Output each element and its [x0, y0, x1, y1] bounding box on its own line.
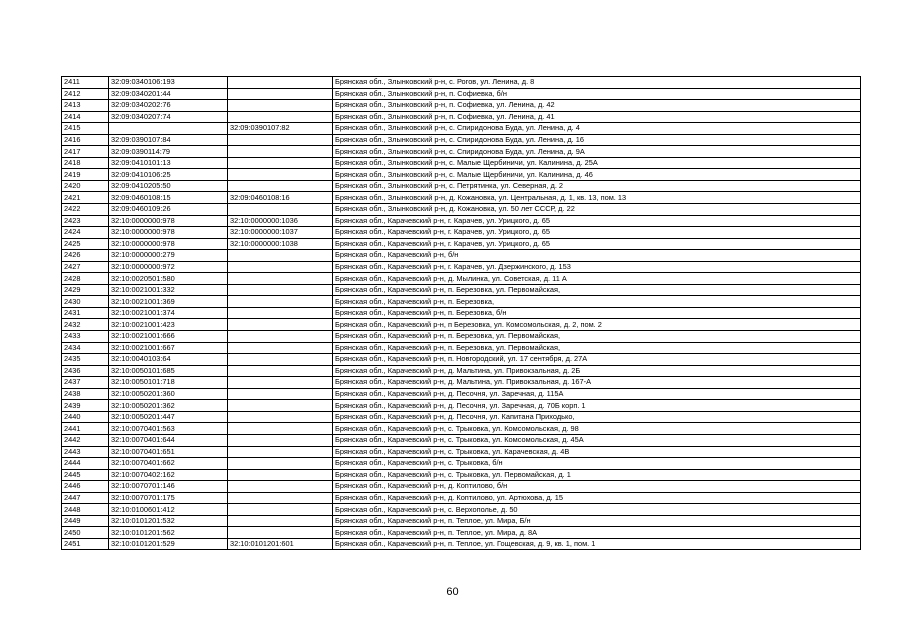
row-number-cell: 2449 — [62, 515, 109, 527]
table-row — [62, 215, 861, 227]
cadastral-number-cell: 32:10:0000000:972 — [109, 261, 228, 273]
cadastral-number-cell: 32:10:0070401:644 — [109, 434, 228, 446]
cadastral-number-cell: 32:10:0050101:685 — [109, 365, 228, 377]
address-cell: Брянская обл., Злынковский р-н, с. Малые Щербиничи, ул. Калинина, д. 46 — [333, 169, 861, 181]
cadastral-number-cell: 32:10:0021001:667 — [109, 342, 228, 354]
address-cell: Брянская обл., Злынковский р-н, п. Софиевка, ул. Ленина, д. 42 — [333, 100, 861, 112]
table-row — [62, 134, 861, 146]
row-number-cell: 2415 — [62, 123, 109, 135]
row-number-cell: 2419 — [62, 169, 109, 181]
secondary-cadastral-number-cell — [228, 515, 333, 527]
secondary-cadastral-number-cell — [228, 481, 333, 493]
row-number-cell: 2425 — [62, 238, 109, 250]
table-row — [62, 331, 861, 343]
cadastral-number-cell: 32:10:0050201:447 — [109, 411, 228, 423]
address-cell: Брянская обл., Карачевский р-н, п. Березовка, — [333, 296, 861, 308]
address-cell: Брянская обл., Карачевский р-н, г. Карачев, ул. Урицкого, д. 65 — [333, 227, 861, 239]
table-row — [62, 515, 861, 527]
cadastral-number-cell: 32:10:0050201:362 — [109, 400, 228, 412]
address-cell: Брянская обл., Карачевский р-н, д. Мылинка, ул. Советская, д. 11 А — [333, 273, 861, 285]
table-row — [62, 354, 861, 366]
secondary-cadastral-number-cell — [228, 250, 333, 262]
row-number-cell: 2436 — [62, 365, 109, 377]
address-cell: Брянская обл., Карачевский р-н, п. Березовка, ул. Первомайская, — [333, 331, 861, 343]
secondary-cadastral-number-cell — [228, 296, 333, 308]
table-row — [62, 434, 861, 446]
table-row — [62, 204, 861, 216]
table-row — [62, 307, 861, 319]
row-number-cell: 2440 — [62, 411, 109, 423]
address-cell: Брянская обл., Карачевский р-н, п. Теплое, ул. Мира, д. 8А — [333, 527, 861, 539]
row-number-cell: 2443 — [62, 446, 109, 458]
address-cell: Брянская обл., Злынковский р-н, д. Кожановка, ул. 50 лет СССР, д. 22 — [333, 204, 861, 216]
table-row — [62, 261, 861, 273]
row-number-cell: 2430 — [62, 296, 109, 308]
secondary-cadastral-number-cell — [228, 319, 333, 331]
cadastral-number-cell: 32:09:0390107:84 — [109, 134, 228, 146]
table-row — [62, 192, 861, 204]
secondary-cadastral-number-cell — [228, 307, 333, 319]
row-number-cell: 2417 — [62, 146, 109, 158]
secondary-cadastral-number-cell — [228, 365, 333, 377]
secondary-cadastral-number-cell: 32:10:0000000:1036 — [228, 215, 333, 227]
table-row — [62, 377, 861, 389]
cadastral-number-cell: 32:10:0070401:662 — [109, 458, 228, 470]
cadastral-number-cell: 32:10:0021001:332 — [109, 284, 228, 296]
secondary-cadastral-number-cell — [228, 354, 333, 366]
row-number-cell: 2429 — [62, 284, 109, 296]
cadastral-number-cell: 32:10:0021001:666 — [109, 331, 228, 343]
address-cell: Брянская обл., Карачевский р-н, д. Коптилово, ул. Артюхова, д. 15 — [333, 492, 861, 504]
table-row — [62, 411, 861, 423]
cadastral-number-cell: 32:10:0070401:563 — [109, 423, 228, 435]
table-row — [62, 250, 861, 262]
secondary-cadastral-number-cell — [228, 527, 333, 539]
address-cell: Брянская обл., Карачевский р-н, с. Трыковка, б/н — [333, 458, 861, 470]
cadastral-number-cell — [109, 123, 228, 135]
table-row — [62, 458, 861, 470]
cadastral-number-cell: 32:10:0000000:978 — [109, 215, 228, 227]
cadastral-number-cell: 32:10:0101201:532 — [109, 515, 228, 527]
address-cell: Брянская обл., Карачевский р-н, д. Песочня, ул. Заречная, д. 115А — [333, 388, 861, 400]
secondary-cadastral-number-cell — [228, 446, 333, 458]
secondary-cadastral-number-cell — [228, 434, 333, 446]
secondary-cadastral-number-cell — [228, 458, 333, 470]
row-number-cell: 2433 — [62, 331, 109, 343]
row-number-cell: 2432 — [62, 319, 109, 331]
address-cell: Брянская обл., Карачевский р-н, д. Мальтина, ул. Привокзальная, д. 2Б — [333, 365, 861, 377]
cadastral-number-cell: 32:10:0021001:374 — [109, 307, 228, 319]
cadastral-number-cell: 32:10:0020501:580 — [109, 273, 228, 285]
secondary-cadastral-number-cell — [228, 284, 333, 296]
row-number-cell: 2431 — [62, 307, 109, 319]
cadastral-number-cell: 32:09:0340201:44 — [109, 88, 228, 100]
secondary-cadastral-number-cell — [228, 204, 333, 216]
cadastral-number-cell: 32:10:0070402:162 — [109, 469, 228, 481]
row-number-cell: 2450 — [62, 527, 109, 539]
row-number-cell: 2413 — [62, 100, 109, 112]
table-row — [62, 111, 861, 123]
secondary-cadastral-number-cell — [228, 88, 333, 100]
cadastral-number-cell: 32:10:0021001:423 — [109, 319, 228, 331]
row-number-cell: 2412 — [62, 88, 109, 100]
cadastral-number-cell: 32:09:0460109:26 — [109, 204, 228, 216]
address-cell: Брянская обл., Карачевский р-н, с. Верхополье, д. 50 — [333, 504, 861, 516]
row-number-cell: 2441 — [62, 423, 109, 435]
row-number-cell: 2445 — [62, 469, 109, 481]
row-number-cell: 2442 — [62, 434, 109, 446]
table-row — [62, 157, 861, 169]
row-number-cell: 2447 — [62, 492, 109, 504]
secondary-cadastral-number-cell: 32:10:0000000:1037 — [228, 227, 333, 239]
row-number-cell: 2421 — [62, 192, 109, 204]
table-row — [62, 88, 861, 100]
secondary-cadastral-number-cell — [228, 331, 333, 343]
address-cell: Брянская обл., Карачевский р-н, г. Карачев, ул. Урицкого, д. 65 — [333, 238, 861, 250]
table-row — [62, 527, 861, 539]
cadastral-number-cell: 32:10:0070401:651 — [109, 446, 228, 458]
address-cell: Брянская обл., Карачевский р-н, д. Коптилово, б/н — [333, 481, 861, 493]
cadastral-number-cell: 32:09:0390114:79 — [109, 146, 228, 158]
secondary-cadastral-number-cell — [228, 388, 333, 400]
table-row — [62, 123, 861, 135]
address-cell: Брянская обл., Злынковский р-н, с. Петрятинка, ул. Северная, д. 2 — [333, 180, 861, 192]
table-row — [62, 504, 861, 516]
secondary-cadastral-number-cell — [228, 100, 333, 112]
table-row — [62, 400, 861, 412]
table-row — [62, 180, 861, 192]
row-number-cell: 2434 — [62, 342, 109, 354]
row-number-cell: 2426 — [62, 250, 109, 262]
cadastral-number-cell: 32:10:0101201:562 — [109, 527, 228, 539]
address-cell: Брянская обл., Карачевский р-н, г. Карачев, ул. Урицкого, д. 65 — [333, 215, 861, 227]
property-registry-table — [61, 76, 861, 550]
table-row — [62, 273, 861, 285]
cadastral-number-cell: 32:10:0101201:529 — [109, 538, 228, 550]
address-cell: Брянская обл., Злынковский р-н, п. Софиевка, ул. Ленина, д. 41 — [333, 111, 861, 123]
row-number-cell: 2423 — [62, 215, 109, 227]
secondary-cadastral-number-cell — [228, 261, 333, 273]
cadastral-number-cell: 32:10:0050101:718 — [109, 377, 228, 389]
secondary-cadastral-number-cell — [228, 342, 333, 354]
secondary-cadastral-number-cell: 32:10:0101201:601 — [228, 538, 333, 550]
cadastral-number-cell: 32:09:0340207:74 — [109, 111, 228, 123]
table-row — [62, 423, 861, 435]
address-cell: Брянская обл., Карачевский р-н, п. Теплое, ул. Гощевская, д. 9, кв. 1, пом. 1 — [333, 538, 861, 550]
row-number-cell: 2437 — [62, 377, 109, 389]
row-number-cell: 2439 — [62, 400, 109, 412]
page-number: 60 — [446, 586, 459, 598]
row-number-cell: 2427 — [62, 261, 109, 273]
secondary-cadastral-number-cell — [228, 111, 333, 123]
address-cell: Брянская обл., Злынковский р-н, с. Малые Щербиничи, ул. Калинина, д. 25А — [333, 157, 861, 169]
secondary-cadastral-number-cell — [228, 469, 333, 481]
address-cell: Брянская обл., Злынковский р-н, с. Спиридонова Буда, ул. Ленина, д. 4 — [333, 123, 861, 135]
address-cell: Брянская обл., Карачевский р-н, г. Карачев, ул. Дзержинского, д. 153 — [333, 261, 861, 273]
address-cell: Брянская обл., Карачевский р-н, с. Трыковка, ул. Карачевская, д. 4В — [333, 446, 861, 458]
secondary-cadastral-number-cell — [228, 377, 333, 389]
table-row — [62, 227, 861, 239]
address-cell: Брянская обл., Карачевский р-н, д. Мальтина, ул. Привокзальная, д. 167-А — [333, 377, 861, 389]
cadastral-number-cell: 32:09:0410106:25 — [109, 169, 228, 181]
address-cell: Брянская обл., Карачевский р-н, с. Трыковка, ул. Первомайская, д. 1 — [333, 469, 861, 481]
row-number-cell: 2435 — [62, 354, 109, 366]
table-row — [62, 100, 861, 112]
row-number-cell: 2444 — [62, 458, 109, 470]
address-cell: Брянская обл., Карачевский р-н, п. Березовка, ул. Первомайская, — [333, 284, 861, 296]
secondary-cadastral-number-cell — [228, 273, 333, 285]
table-row — [62, 365, 861, 377]
table-row — [62, 169, 861, 181]
address-cell: Брянская обл., Карачевский р-н, п. Березовка, ул. Первомайская, — [333, 342, 861, 354]
secondary-cadastral-number-cell: 32:09:0390107:82 — [228, 123, 333, 135]
address-cell: Брянская обл., Злынковский р-н, п. Софиевка, б/н — [333, 88, 861, 100]
cadastral-number-cell: 32:10:0040103:64 — [109, 354, 228, 366]
cadastral-number-cell: 32:10:0000000:978 — [109, 238, 228, 250]
cadastral-number-cell: 32:10:0100601:412 — [109, 504, 228, 516]
table-row — [62, 319, 861, 331]
address-cell: Брянская обл., Карачевский р-н, с. Трыковка, ул. Комсомольская, д. 45А — [333, 434, 861, 446]
secondary-cadastral-number-cell — [228, 423, 333, 435]
row-number-cell: 2438 — [62, 388, 109, 400]
row-number-cell: 2416 — [62, 134, 109, 146]
cadastral-number-cell: 32:09:0410205:50 — [109, 180, 228, 192]
address-cell: Брянская обл., Карачевский р-н, б/н — [333, 250, 861, 262]
secondary-cadastral-number-cell — [228, 157, 333, 169]
cadastral-number-cell: 32:09:0340202:76 — [109, 100, 228, 112]
secondary-cadastral-number-cell — [228, 504, 333, 516]
table-row — [62, 388, 861, 400]
cadastral-number-cell: 32:09:0410101:13 — [109, 157, 228, 169]
row-number-cell: 2446 — [62, 481, 109, 493]
table-row — [62, 146, 861, 158]
secondary-cadastral-number-cell: 32:10:0000000:1038 — [228, 238, 333, 250]
cadastral-number-cell: 32:10:0021001:369 — [109, 296, 228, 308]
address-cell: Брянская обл., Карачевский р-н, п. Новгородский, ул. 17 сентября, д. 27А — [333, 354, 861, 366]
address-cell: Брянская обл., Злынковский р-н, с. Спиридонова Буда, ул. Ленина, д. 9А — [333, 146, 861, 158]
address-cell: Брянская обл., Злынковский р-н, с. Спиридонова Буда, ул. Ленина, д. 16 — [333, 134, 861, 146]
table-row — [62, 469, 861, 481]
address-cell: Брянская обл., Карачевский р-н, п Березовка, ул. Комсомольская, д. 2, пом. 2 — [333, 319, 861, 331]
table-row — [62, 296, 861, 308]
secondary-cadastral-number-cell — [228, 180, 333, 192]
address-cell: Брянская обл., Карачевский р-н, д. Песочня, ул. Заречная, д. 70Б корп. 1 — [333, 400, 861, 412]
secondary-cadastral-number-cell — [228, 169, 333, 181]
row-number-cell: 2414 — [62, 111, 109, 123]
row-number-cell: 2428 — [62, 273, 109, 285]
row-number-cell: 2411 — [62, 77, 109, 89]
table-row — [62, 77, 861, 89]
secondary-cadastral-number-cell — [228, 400, 333, 412]
cadastral-number-cell: 32:09:0340106:193 — [109, 77, 228, 89]
address-cell: Брянская обл., Карачевский р-н, п. Теплое, ул. Мира, Б/н — [333, 515, 861, 527]
table-row — [62, 446, 861, 458]
table-row — [62, 284, 861, 296]
secondary-cadastral-number-cell — [228, 411, 333, 423]
address-cell: Брянская обл., Злынковский р-н, с. Рогов, ул. Ленина, д. 8 — [333, 77, 861, 89]
cadastral-number-cell: 32:10:0050201:360 — [109, 388, 228, 400]
table-row — [62, 481, 861, 493]
secondary-cadastral-number-cell: 32:09:0460108:16 — [228, 192, 333, 204]
row-number-cell: 2420 — [62, 180, 109, 192]
address-cell: Брянская обл., Карачевский р-н, п. Березовка, б/н — [333, 307, 861, 319]
secondary-cadastral-number-cell — [228, 492, 333, 504]
table-row — [62, 342, 861, 354]
row-number-cell: 2424 — [62, 227, 109, 239]
secondary-cadastral-number-cell — [228, 146, 333, 158]
cadastral-number-cell: 32:10:0070701:146 — [109, 481, 228, 493]
address-cell: Брянская обл., Карачевский р-н, д. Песочня, ул. Капитана Приходько, — [333, 411, 861, 423]
registry-table-body — [62, 77, 861, 550]
row-number-cell: 2422 — [62, 204, 109, 216]
cadastral-number-cell: 32:09:0460108:15 — [109, 192, 228, 204]
table-row — [62, 538, 861, 550]
cadastral-number-cell: 32:10:0000000:279 — [109, 250, 228, 262]
cadastral-number-cell: 32:10:0070701:175 — [109, 492, 228, 504]
secondary-cadastral-number-cell — [228, 77, 333, 89]
table-row — [62, 492, 861, 504]
address-cell: Брянская обл., Карачевский р-н, с. Трыковка, ул. Комсомольская, д. 98 — [333, 423, 861, 435]
row-number-cell: 2418 — [62, 157, 109, 169]
address-cell: Брянская обл., Злынковский р-н, д. Кожановка, ул. Центральная, д. 1, кв. 13, пом. 13 — [333, 192, 861, 204]
table-row — [62, 238, 861, 250]
secondary-cadastral-number-cell — [228, 134, 333, 146]
cadastral-number-cell: 32:10:0000000:978 — [109, 227, 228, 239]
row-number-cell: 2451 — [62, 538, 109, 550]
row-number-cell: 2448 — [62, 504, 109, 516]
